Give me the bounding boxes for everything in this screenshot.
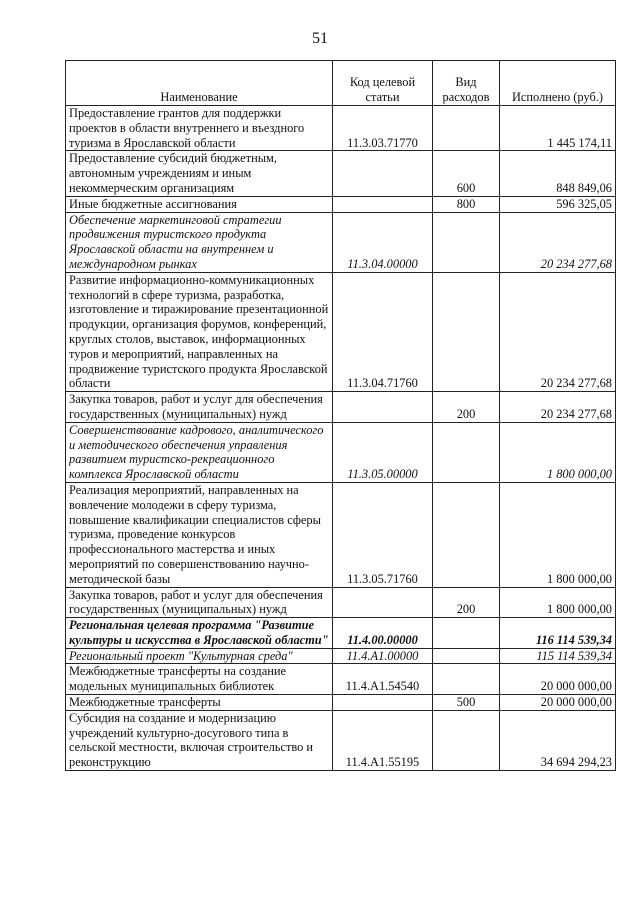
table-row [66,648,616,664]
cell-code: 11.3.04.71760 [333,272,433,391]
cell-code: 11.4.А1.55195 [333,710,433,770]
cell-kind [433,710,500,770]
table-row [66,482,616,587]
cell-kind: 800 [433,196,500,212]
cell-kind [433,618,500,649]
table-row [66,212,616,272]
table-row [66,710,616,770]
cell-code: 11.4.А1.54540 [333,664,433,695]
cell-sum: 1 445 174,11 [500,106,616,151]
table-header-row [66,61,616,106]
cell-sum: 20 000 000,00 [500,664,616,695]
table-row [66,106,616,151]
cell-sum: 1 800 000,00 [500,482,616,587]
cell-code: 11.3.03.71770 [333,106,433,151]
cell-sum: 20 234 277,68 [500,392,616,423]
cell-kind [433,106,500,151]
cell-name: Межбюджетные трансферты [66,695,333,711]
cell-kind [433,482,500,587]
cell-sum: 34 694 294,23 [500,710,616,770]
table-row [66,196,616,212]
cell-sum: 116 114 539,34 [500,618,616,649]
cell-name: Предоставление субсидий бюджетным, автономным учреждениям и иным некоммерческим организациям [66,151,333,196]
cell-sum: 20 234 277,68 [500,212,616,272]
cell-kind: 500 [433,695,500,711]
table-row [66,587,616,618]
cell-name: Иные бюджетные ассигнования [66,196,333,212]
header-code: Код целевой статьи [333,61,433,106]
cell-code: 11.3.05.71760 [333,482,433,587]
cell-sum: 1 800 000,00 [500,422,616,482]
cell-code: 11.4.А1.00000 [333,648,433,664]
cell-name: Совершенствование кадрового, аналитического и методического обеспечения управления развитием туристско-рекреационного комплекса Ярославской области [66,422,333,482]
cell-code [333,196,433,212]
header-name: Наименование [66,61,333,106]
cell-sum: 1 800 000,00 [500,587,616,618]
cell-sum: 848 849,06 [500,151,616,196]
cell-kind [433,422,500,482]
cell-kind [433,272,500,391]
page-number: 51 [312,30,328,47]
table-row [66,422,616,482]
cell-name: Межбюджетные трансферты на создание модельных муниципальных библиотек [66,664,333,695]
cell-name: Субсидия на создание и модернизацию учреждений культурно-досугового типа в сельской местности, включая строительство и реконструкцию [66,710,333,770]
cell-code [333,151,433,196]
cell-code [333,695,433,711]
cell-kind: 200 [433,392,500,423]
cell-code [333,587,433,618]
cell-kind [433,212,500,272]
cell-code: 11.3.04.00000 [333,212,433,272]
cell-name: Региональная целевая программа "Развитие культуры и искусства в Ярославской области" [66,618,333,649]
cell-name: Закупка товаров, работ и услуг для обеспечения государственных (муниципальных) нужд [66,392,333,423]
cell-name: Региональный проект "Культурная среда" [66,648,333,664]
cell-name: Обеспечение маркетинговой стратегии продвижения туристского продукта Ярославской области на внутреннем и международном рынках [66,212,333,272]
cell-name: Реализация мероприятий, направленных на вовлечение молодежи в сферу туризма, повышение квалификации специалистов сферы туризма, проведение конкурсов профессионального мастерства и иных мероприятий по совершенствованию научно-методической базы [66,482,333,587]
table-row [66,392,616,423]
cell-name: Развитие информационно-коммуникационных технологий в сфере туризма, разработка, изготовление и тиражирование презентационной продукции, организация форумов, конференций, круглых столов, выставок, информационных туров и мероприятий, направленных на продвижение туристского продукта Ярославской области [66,272,333,391]
header-kind: Вид расходов [433,61,500,106]
cell-code [333,392,433,423]
table-body [66,106,616,771]
cell-sum: 596 325,05 [500,196,616,212]
header-sum: Исполнено (руб.) [500,61,616,106]
cell-kind: 200 [433,587,500,618]
cell-sum: 20 234 277,68 [500,272,616,391]
cell-code: 11.3.05.00000 [333,422,433,482]
table-row [66,664,616,695]
cell-sum: 20 000 000,00 [500,695,616,711]
cell-name: Закупка товаров, работ и услуг для обеспечения государственных (муниципальных) нужд [66,587,333,618]
table-row [66,695,616,711]
cell-sum: 115 114 539,34 [500,648,616,664]
table-row [66,272,616,391]
cell-code: 11.4.00.00000 [333,618,433,649]
cell-kind [433,664,500,695]
table-row [66,151,616,196]
table-row [66,618,616,649]
cell-name: Предоставление грантов для поддержки проектов в области внутреннего и въездного туризма в Ярославской области [66,106,333,151]
cell-kind [433,648,500,664]
budget-table [65,60,616,771]
cell-kind: 600 [433,151,500,196]
